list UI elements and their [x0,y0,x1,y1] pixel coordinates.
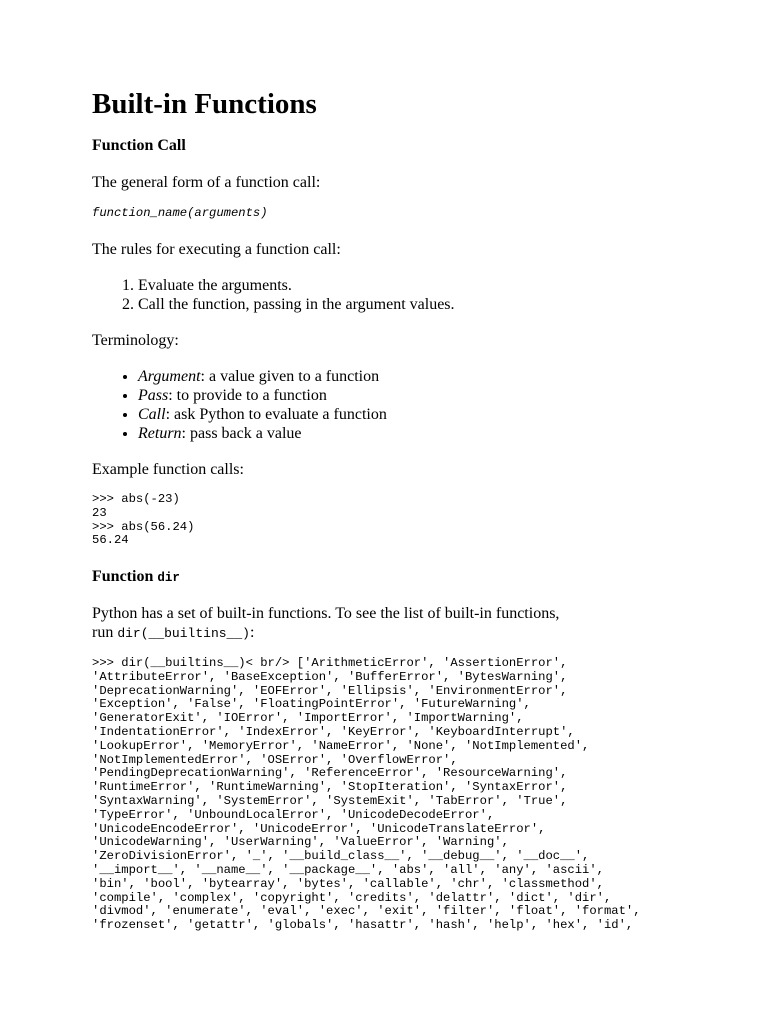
term-name: Call [138,406,166,423]
rules-text: The rules for executing a function call: [92,241,341,258]
dir-intro-line1: Python has a set of built-in functions. To see the list of built-in functions, [92,605,560,622]
example-code-block: >>> abs(-23) 23 >>> abs(56.24) 56.24 [92,492,195,548]
term-definition: : ask Python to evaluate a function [165,406,387,423]
dir-intro-line2 [92,623,254,643]
heading-code: dir [157,571,180,585]
rules-list [92,276,455,314]
term-name: Argument [138,368,201,385]
general-form-text: The general form of a function call: [92,174,321,191]
rule-item: 2. Call the function, passing in the argument values. [138,295,455,314]
page-title: Built-in Functions [92,88,317,120]
section-heading-function-call: Function Call [92,137,186,154]
general-form-code: function_name(arguments) [92,206,268,220]
term-item [138,405,387,424]
term-item [138,367,387,386]
heading-prefix: Function [92,568,158,585]
intro-prefix: run [92,624,118,641]
terminology-text: Terminology: [92,332,179,349]
term-definition: : pass back a value [181,425,302,442]
section-heading-function-dir [92,567,180,588]
example-text: Example function calls: [92,461,244,478]
dir-output-block: >>> dir(__builtins__)< br/> ['ArithmeticError', 'AssertionError', 'AttributeError', 'BaseException', 'BufferError', 'BytesWarning', 'DeprecationWarning', 'EOFError', 'Ellipsis', 'EnvironmentError', 'Exception', 'False', 'FloatingPointError', 'FutureWarning', 'GeneratorExit', 'IOError', 'ImportError', 'ImportWarning', 'IndentationError', 'IndexError', 'KeyError', 'KeyboardInterrupt', 'LookupError', 'MemoryError', 'NameError', 'None', 'NotImplemented', 'NotImplementedError', 'OSError', 'OverflowError', 'PendingDeprecationWarning', 'ReferenceError', 'ResourceWarning', 'RuntimeError', 'RuntimeWarning', 'StopIteration', 'SyntaxError', 'SyntaxWarning', 'SystemError', 'SystemExit', 'TabError', 'True', 'TypeError', 'UnboundLocalError', 'UnicodeDecodeError', 'UnicodeEncodeError', 'UnicodeError', 'UnicodeTranslateError', 'UnicodeWarning', 'UserWarning', 'ValueError', 'Warning', 'ZeroDivisionError', '_', '__build_class__', '__debug__', '__doc__', '__import__', '__name__', '__package__', 'abs', 'all', 'any', 'ascii', 'bin', 'bool', 'bytearray', 'bytes', 'callable', 'chr', 'classmethod', 'compile', 'complex', 'copyright', 'credits', 'delattr', 'dict', 'dir', 'divmod', 'enumerate', 'eval', 'exec', 'exit', 'filter', 'float', 'format', 'frozenset', 'getattr', 'globals', 'hasattr', 'hash', 'help', 'hex', 'id', [92,656,641,933]
term-name: Return [138,425,182,442]
intro-suffix: : [249,624,255,641]
term-item [138,386,387,405]
terminology-list [92,367,387,443]
term-item [138,424,387,443]
term-definition: : to provide to a function [168,387,327,404]
intro-code: dir(__builtins__) [117,626,250,641]
term-name: Pass [138,387,169,404]
rule-item: 1. Evaluate the arguments. [138,276,455,295]
term-definition: : a value given to a function [200,368,380,385]
